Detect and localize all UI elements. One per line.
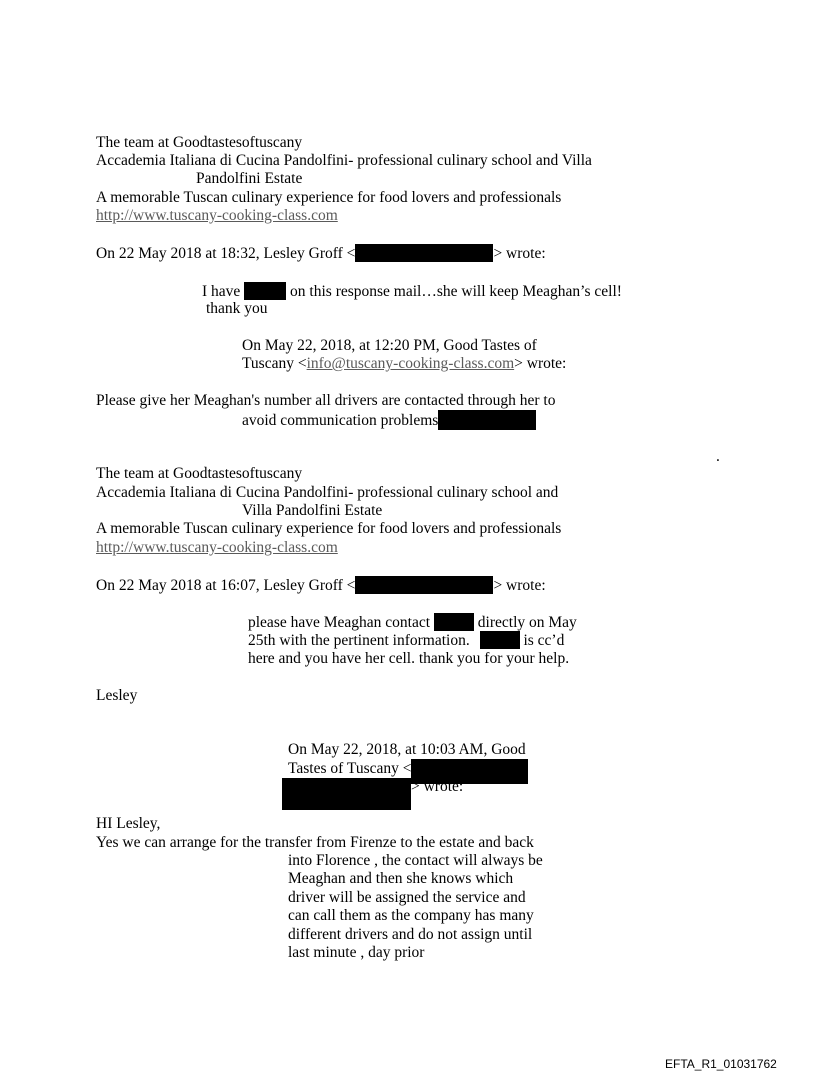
msg2-line1: Please give her Meaghan's number all drivers are contacted through her to [96,392,556,409]
header3-pre: On 22 May 2018 at 16:07, Lesley Groff < [96,577,356,594]
msg1-line1 [202,282,622,301]
sig1-website-link[interactable]: http://www.tuscany-cooking-class.com [96,207,338,224]
sig1-tagline: A memorable Tuscan culinary experience for food lovers and professionals [96,189,562,206]
msg4-line7: last minute , day prior [288,944,425,961]
msg3-l2a: 25th with the pertinent information. [248,632,470,649]
msg2-line2 [242,410,536,430]
msg4-line1: Yes we can arrange for the transfer from Firenze to the estate and back [96,834,534,851]
bates-number: EFTA_R1_01031762 [665,1057,777,1071]
msg3-line1 [248,613,577,632]
header1-post: > wrote: [493,245,546,262]
signoff-lesley: Lesley [96,687,138,704]
msg3-line3: here and you have her cell. thank you for your help. [248,650,570,667]
msg3-l1a: please have Meaghan contact [248,614,431,631]
header1-pre: On 22 May 2018 at 18:32, Lesley Groff < [96,245,356,262]
header4-line2: Tastes of Tuscany < [288,760,412,777]
header1-from-line [96,244,546,263]
header3-from-line [96,576,546,595]
sig2-tagline: A memorable Tuscan culinary experience for food lovers and professionals [96,520,562,537]
header2-post: > wrote: [514,355,567,372]
header2-email-link[interactable]: info@tuscany-cooking-class.com [306,355,515,372]
sig2-website-link[interactable]: http://www.tuscany-cooking-class.com [96,539,338,556]
msg3-line2 [248,631,564,650]
msg4-greeting: HI Lesley, [96,815,161,832]
msg4-line6: different drivers and do not assign until [288,926,533,943]
header2-line1: On May 22, 2018, at 12:20 PM, Good Tastes of [242,337,537,354]
msg1-line2: thank you [206,300,268,317]
msg4-line2: into Florence , the contact will always be [288,852,543,869]
redaction-block [355,244,493,262]
msg4-line5: can call them as the company has many [288,907,534,924]
msg3-l1b: directly on May [477,614,577,631]
sig1-team: The team at Goodtastesoftuscany [96,134,303,151]
header4-line1: On May 22, 2018, at 10:03 AM, Good [288,741,526,758]
sig2-school-line1: Accademia Italiana di Cucina Pandolfini- professional culinary school and [96,484,559,501]
msg1-b: on this response mail…she will keep Meaghan’s cell! [290,283,622,300]
header3-post: > wrote: [493,577,546,594]
msg4-line3: Meaghan and then she knows which [288,870,514,887]
redaction-block [282,778,411,810]
header2-line2 [242,355,566,373]
sig2-school-line2: Villa Pandolfini Estate [242,502,383,519]
header4-post: > wrote: [411,778,464,795]
redaction-block [438,410,536,430]
sig1-school-line1: Accademia Italiana di Cucina Pandolfini- professional culinary school and Villa [96,152,592,169]
msg3-l2b: is cc’d [523,632,565,649]
msg4-line4: driver will be assigned the service and [288,889,526,906]
stray-dot: . [716,448,720,465]
redaction-block [434,613,474,631]
header2-pre: Tuscany < [242,355,307,372]
redaction-block [480,631,520,649]
redaction-block [355,576,493,594]
msg2-line2-text: avoid communication problems [242,412,439,429]
sig2-team: The team at Goodtastesoftuscany [96,465,303,482]
msg1-a: I have [202,283,241,300]
sig1-school-line2: Pandolfini Estate [196,170,303,187]
redaction-block [244,282,286,300]
